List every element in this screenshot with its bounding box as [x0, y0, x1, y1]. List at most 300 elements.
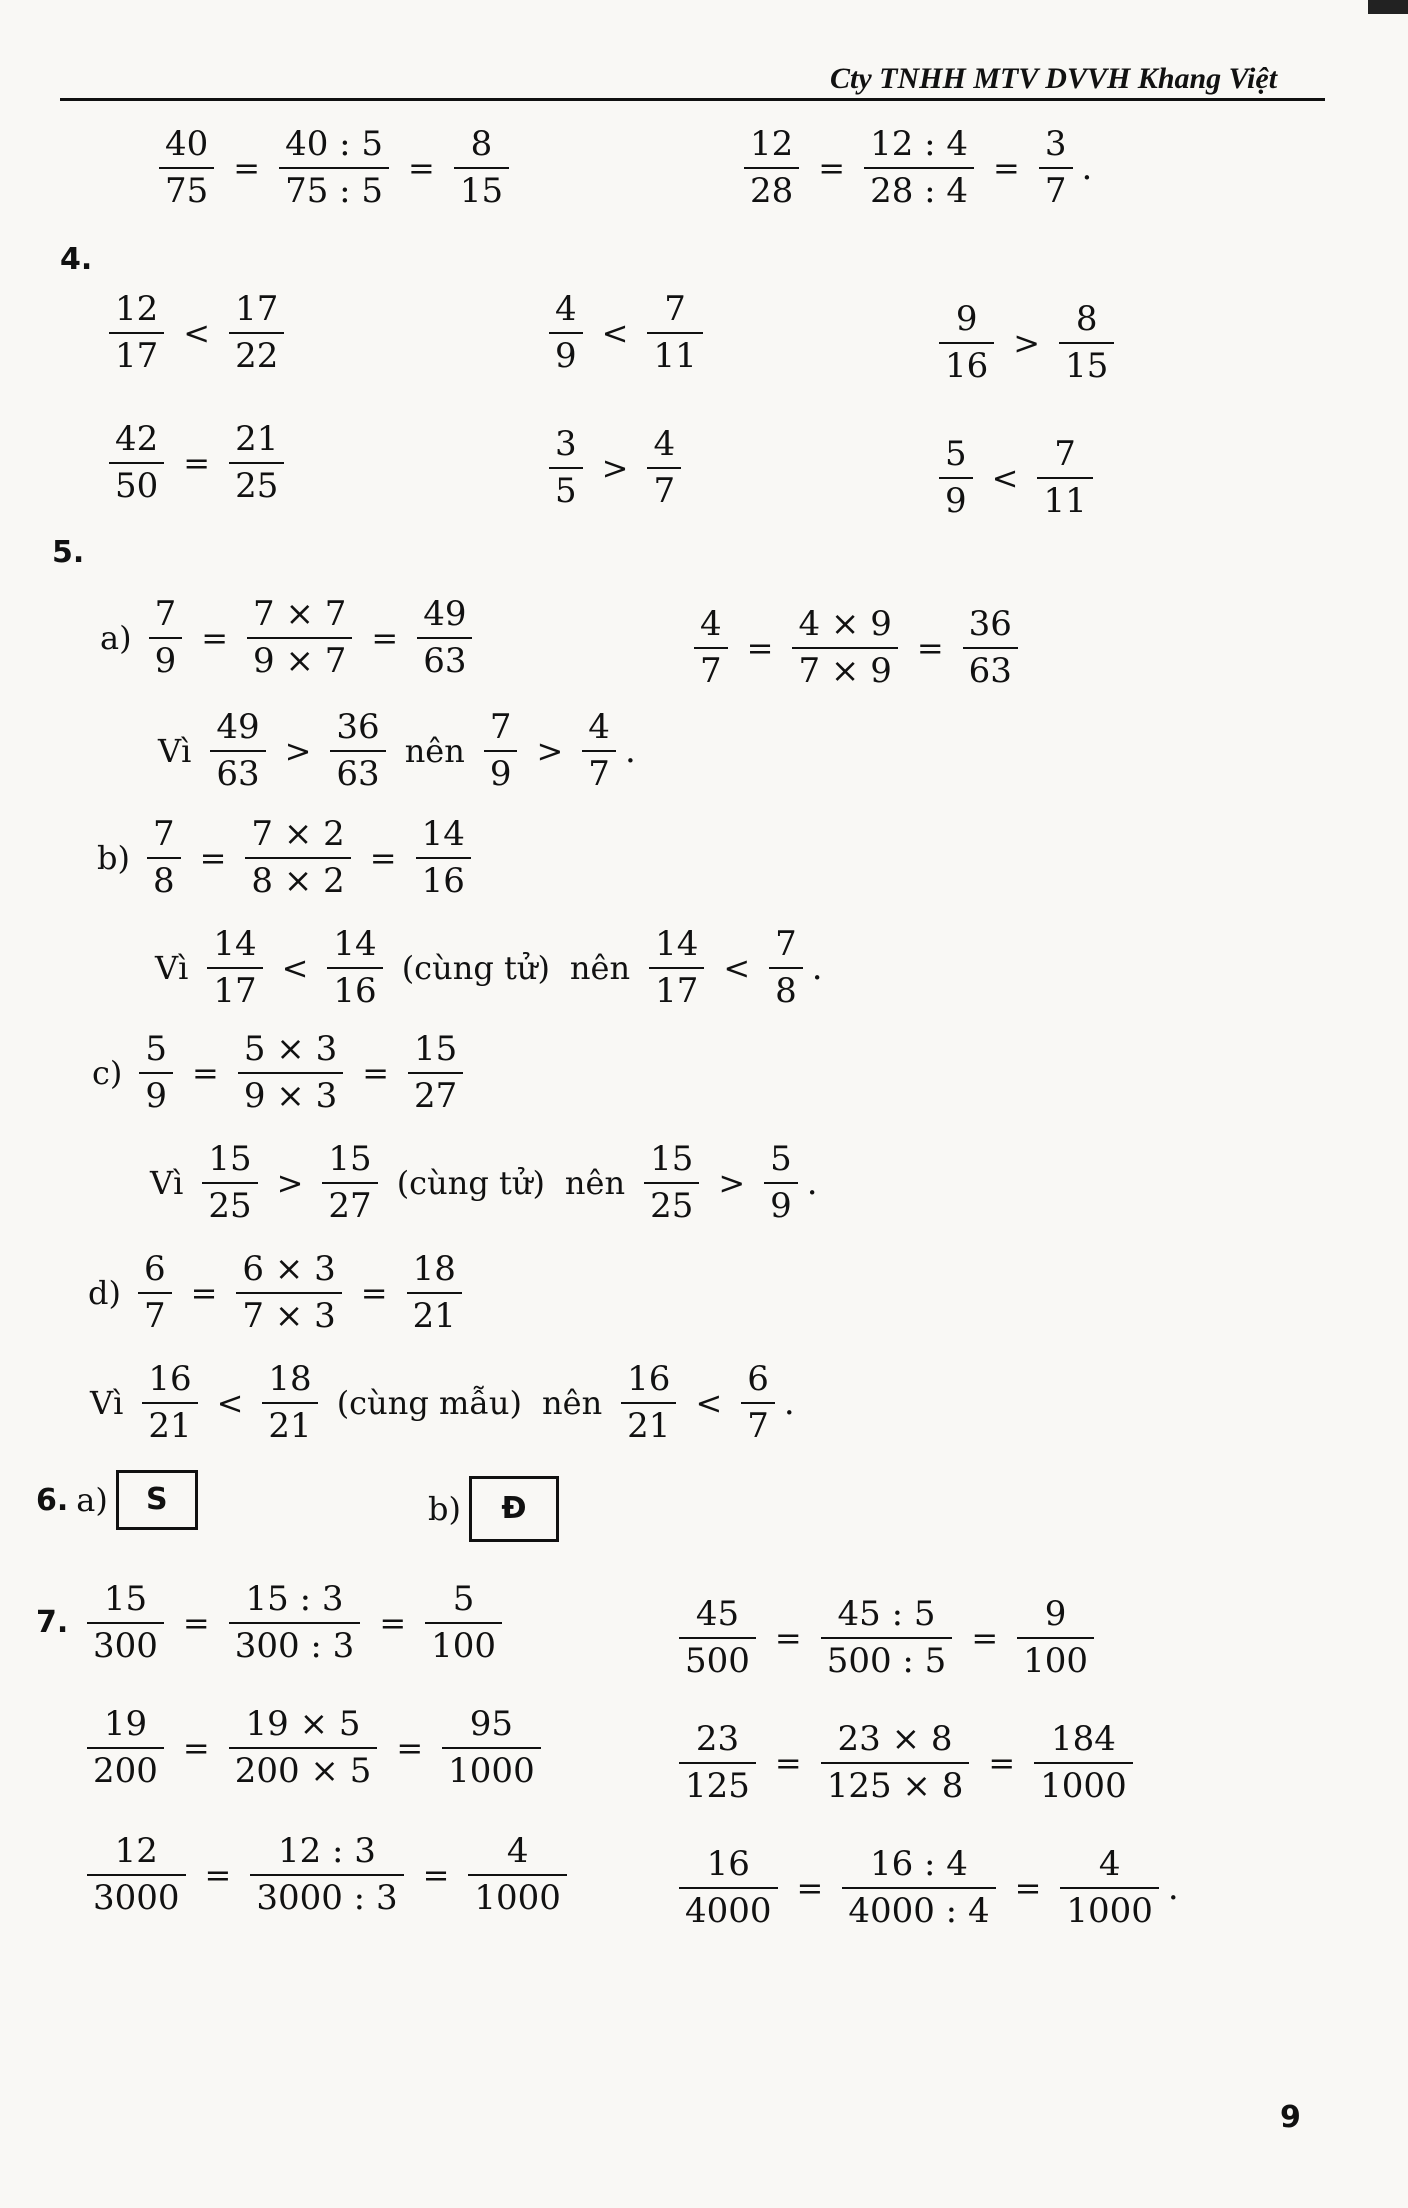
- fraction: [842, 1845, 995, 1931]
- denominator: 16: [945, 346, 989, 387]
- denominator: 25: [650, 1186, 694, 1227]
- fraction-bar: [139, 1072, 173, 1074]
- fraction-bar: [764, 1182, 798, 1184]
- numerator: 19: [103, 1704, 148, 1744]
- denominator: 7: [588, 754, 610, 795]
- fraction: [279, 125, 389, 211]
- fraction: [864, 125, 974, 211]
- header-rule: [60, 98, 1325, 101]
- fraction: [644, 1140, 699, 1226]
- fraction: [210, 708, 265, 794]
- compare-12-17-17-22: [100, 290, 293, 376]
- denominator: 16: [421, 861, 465, 902]
- word-nen: nên: [569, 949, 631, 988]
- fraction-bar: [864, 167, 974, 169]
- numerator: 23 × 8: [837, 1719, 953, 1759]
- denominator: 50: [115, 466, 159, 507]
- fraction-bar: [416, 857, 471, 859]
- denominator: 63: [968, 651, 1012, 692]
- fraction-bar: [1034, 1762, 1133, 1764]
- word-cung-tu: (cùng tử): [401, 949, 550, 988]
- fraction-bar: [647, 467, 681, 469]
- numerator: 4: [588, 707, 610, 747]
- numerator: 15: [650, 1139, 694, 1179]
- fraction-bar: [821, 1762, 970, 1764]
- denominator: 7: [747, 1406, 769, 1447]
- denominator: 21: [412, 1296, 456, 1337]
- denominator: 17: [655, 971, 699, 1012]
- fraction-bar: [229, 1747, 378, 1749]
- denominator: 1000: [1040, 1766, 1127, 1807]
- word-vi: Vì: [90, 1384, 124, 1423]
- less-than-sign: <: [601, 314, 629, 353]
- fraction: [407, 1250, 462, 1336]
- fraction-bar: [149, 637, 183, 639]
- fraction: [159, 125, 214, 211]
- fraction: [247, 595, 352, 681]
- less-than-sign: <: [183, 314, 211, 353]
- section-7-number: 7.: [36, 1605, 69, 1640]
- numerator: 40: [165, 124, 209, 164]
- fraction: [939, 300, 994, 386]
- fraction: [87, 1832, 186, 1918]
- numerator: 16: [148, 1359, 192, 1399]
- numerator: 40 : 5: [285, 124, 384, 164]
- row-simplify-40-75: [150, 125, 518, 211]
- row-5a-expand: [100, 595, 481, 681]
- equals-sign: =: [796, 1869, 824, 1908]
- numerator: 7: [154, 594, 177, 634]
- denominator: 200 × 5: [234, 1751, 372, 1792]
- word-vi: Vì: [155, 949, 189, 988]
- equals-sign: =: [746, 629, 774, 668]
- fraction: [330, 708, 385, 794]
- numerator: 7: [1054, 434, 1076, 474]
- fraction: [484, 708, 518, 794]
- fraction: [327, 925, 382, 1011]
- fraction: [322, 1140, 377, 1226]
- numerator: 6: [747, 1359, 769, 1399]
- numerator: 45 : 5: [837, 1594, 936, 1634]
- denominator: 28 : 4: [870, 171, 969, 212]
- period: .: [783, 1383, 795, 1424]
- equals-sign: =: [379, 1604, 407, 1643]
- denominator: 500 : 5: [826, 1641, 947, 1682]
- fraction-bar: [621, 1402, 676, 1404]
- fraction-bar: [245, 857, 350, 859]
- denominator: 3000 : 3: [256, 1878, 398, 1919]
- fraction: [250, 1832, 403, 1918]
- fraction-bar: [694, 647, 728, 649]
- fraction-bar: [87, 1622, 164, 1624]
- fraction-bar: [147, 857, 181, 859]
- fraction: [442, 1705, 541, 1791]
- numerator: 16: [706, 1844, 750, 1884]
- greater-than-sign: >: [1013, 324, 1041, 363]
- equals-sign: =: [371, 619, 399, 658]
- numerator: 23: [695, 1719, 740, 1759]
- fraction-bar: [549, 332, 583, 334]
- row-7-15-300: [78, 1580, 511, 1666]
- fraction-bar: [138, 1292, 172, 1294]
- fraction: [149, 595, 183, 681]
- fraction: [769, 925, 803, 1011]
- denominator: 63: [336, 754, 380, 795]
- fraction-bar: [842, 1887, 995, 1889]
- section-5-number: 5.: [52, 535, 85, 570]
- denominator: 7 × 3: [242, 1296, 336, 1337]
- fraction: [694, 605, 728, 691]
- fraction-bar: [1059, 342, 1114, 344]
- numerator: 14: [213, 924, 257, 964]
- numerator: 4 × 9: [798, 604, 892, 644]
- denominator: 8: [775, 971, 797, 1012]
- equals-sign: =: [201, 619, 229, 658]
- row-7-12-3000: [78, 1832, 576, 1918]
- equals-sign: =: [408, 149, 435, 188]
- denominator: 27: [328, 1186, 372, 1227]
- numerator: 184: [1050, 1719, 1116, 1759]
- denominator: 4000: [685, 1891, 772, 1932]
- denominator: 1000: [474, 1878, 561, 1919]
- greater-than-sign: >: [718, 1164, 746, 1203]
- numerator: 5 × 3: [243, 1029, 338, 1069]
- fraction: [679, 1845, 778, 1931]
- section-4-number: 4.: [60, 242, 93, 277]
- compare-3-5-4-7: [540, 425, 690, 511]
- numerator: 7: [489, 707, 512, 747]
- denominator: 9: [770, 1186, 792, 1227]
- fraction: [229, 420, 284, 506]
- numerator: 4: [506, 1831, 529, 1871]
- row-7-23-125: [670, 1720, 1142, 1806]
- numerator: 7: [664, 289, 686, 329]
- row-5c-conclusion: [140, 1140, 818, 1226]
- denominator: 25: [208, 1186, 252, 1227]
- denominator: 300 : 3: [234, 1626, 355, 1667]
- denominator: 100: [1023, 1641, 1089, 1682]
- fraction: [1017, 1595, 1094, 1681]
- fraction-bar: [1017, 1637, 1094, 1639]
- fraction-bar: [109, 462, 164, 464]
- fraction: [1034, 1720, 1133, 1806]
- denominator: 22: [235, 336, 279, 377]
- word-nen: nên: [564, 1164, 626, 1203]
- fraction-bar: [963, 647, 1018, 649]
- fraction-bar: [202, 1182, 257, 1184]
- fraction-bar: [327, 967, 382, 969]
- less-than-sign: <: [216, 1384, 244, 1423]
- numerator: 9: [955, 299, 978, 339]
- denominator: 9: [489, 754, 512, 795]
- denominator: 75: [165, 171, 209, 212]
- numerator: 4: [653, 424, 676, 464]
- fraction-bar: [322, 1182, 377, 1184]
- equals-sign: =: [1014, 1869, 1042, 1908]
- less-than-sign: <: [991, 459, 1019, 498]
- fraction: [87, 1580, 164, 1666]
- numerator: 4: [555, 289, 577, 329]
- equals-sign: =: [199, 839, 227, 878]
- fraction: [454, 125, 509, 211]
- denominator: 100: [431, 1626, 497, 1667]
- numerator: 12: [114, 1831, 158, 1871]
- word-vi: Vì: [150, 1164, 184, 1203]
- numerator: 7 × 2: [251, 814, 345, 854]
- fraction-bar: [741, 1402, 775, 1404]
- fraction-bar: [647, 332, 702, 334]
- row-7-45-500: [670, 1595, 1103, 1681]
- denominator: 1000: [1066, 1891, 1153, 1932]
- equals-sign: =: [818, 149, 846, 188]
- row-5a-conclusion: [148, 708, 636, 794]
- word-cung-mau: (cùng mẫu): [336, 1384, 523, 1423]
- numerator: 6 × 3: [242, 1249, 336, 1289]
- denominator: 7: [653, 471, 676, 512]
- fraction: [87, 1705, 164, 1791]
- equals-sign: =: [396, 1729, 424, 1768]
- greater-than-sign: >: [284, 732, 312, 771]
- denominator: 27: [414, 1076, 458, 1117]
- word-nen: nên: [542, 1384, 603, 1423]
- fraction-bar: [744, 167, 799, 169]
- fraction: [821, 1720, 970, 1806]
- answer-box-6b: Đ: [469, 1476, 559, 1542]
- denominator: 15: [459, 171, 504, 212]
- word-cung-tu: (cùng tử): [396, 1164, 545, 1203]
- fraction-bar: [484, 750, 518, 752]
- fraction-bar: [229, 1622, 361, 1624]
- equals-sign: =: [774, 1744, 802, 1783]
- equals-sign: =: [183, 444, 211, 483]
- denominator: 5: [555, 471, 577, 512]
- label-a: a): [100, 619, 132, 658]
- denominator: 63: [216, 754, 260, 795]
- denominator: 3000: [93, 1878, 180, 1919]
- fraction: [549, 290, 583, 376]
- numerator: 5: [945, 434, 967, 474]
- denominator: 9: [145, 1076, 168, 1117]
- fraction-bar: [549, 467, 583, 469]
- equals-sign: =: [993, 149, 1020, 188]
- denominator: 200: [93, 1751, 158, 1792]
- fraction: [109, 290, 164, 376]
- numerator: 12: [115, 289, 159, 329]
- fraction: [1059, 300, 1114, 386]
- fraction-bar: [1039, 167, 1073, 169]
- numerator: 15 : 3: [245, 1579, 344, 1619]
- denominator: 9 × 7: [253, 641, 347, 682]
- greater-than-sign: >: [536, 732, 564, 771]
- equals-sign: =: [422, 1856, 450, 1895]
- fraction-bar: [279, 167, 389, 169]
- denominator: 1000: [448, 1751, 535, 1792]
- fraction: [139, 1030, 173, 1116]
- fraction-bar: [644, 1182, 699, 1184]
- fraction-bar: [330, 750, 385, 752]
- numerator: 5: [770, 1139, 792, 1179]
- fraction: [142, 1360, 197, 1446]
- page-corner-mark: [1368, 0, 1408, 14]
- numerator: 36: [968, 604, 1012, 644]
- fraction: [202, 1140, 257, 1226]
- row-5b-conclusion: [145, 925, 823, 1011]
- fraction: [744, 125, 799, 211]
- denominator: 300: [93, 1626, 158, 1667]
- numerator: 4: [700, 604, 722, 644]
- period: .: [806, 1163, 818, 1204]
- greater-than-sign: >: [601, 449, 629, 488]
- fraction-bar: [679, 1637, 756, 1639]
- denominator: 11: [653, 336, 697, 377]
- denominator: 63: [423, 641, 467, 682]
- numerator: 14: [421, 814, 465, 854]
- compare-42-50-21-25: [100, 420, 293, 506]
- row-5c-expand: [92, 1030, 472, 1116]
- fraction: [229, 1705, 378, 1791]
- fraction-bar: [159, 167, 214, 169]
- numerator: 12 : 4: [870, 124, 969, 164]
- fraction: [1037, 435, 1092, 521]
- denominator: 17: [213, 971, 257, 1012]
- fraction: [425, 1580, 502, 1666]
- fraction-bar: [679, 1762, 756, 1764]
- fraction: [408, 1030, 463, 1116]
- fraction: [582, 708, 616, 794]
- denominator: 9: [555, 336, 577, 377]
- fraction: [649, 925, 704, 1011]
- row-5a-expand-4-7: [685, 605, 1027, 691]
- less-than-sign: <: [695, 1384, 723, 1423]
- fraction-bar: [247, 637, 352, 639]
- row-simplify-12-28: [735, 125, 1092, 211]
- fraction: [1039, 125, 1073, 211]
- denominator: 500: [685, 1641, 750, 1682]
- denominator: 125 × 8: [826, 1766, 964, 1807]
- denominator: 7: [143, 1296, 166, 1337]
- compare-5-9-7-11: [930, 435, 1102, 521]
- denominator: 16: [333, 971, 377, 1012]
- numerator: 49: [216, 707, 260, 747]
- answer-box-6a: S: [116, 1470, 198, 1530]
- denominator: 28: [750, 171, 794, 212]
- fraction-bar: [939, 342, 994, 344]
- equals-sign: =: [182, 1604, 210, 1643]
- numerator: 7 × 7: [253, 594, 347, 634]
- numerator: 16: [627, 1359, 671, 1399]
- fraction: [939, 435, 973, 521]
- numerator: 14: [333, 924, 377, 964]
- fraction: [147, 815, 181, 901]
- numerator: 3: [1044, 124, 1067, 164]
- fraction-bar: [229, 462, 284, 464]
- fraction-bar: [769, 967, 803, 969]
- fraction: [245, 815, 350, 901]
- numerator: 8: [1075, 299, 1098, 339]
- numerator: 49: [423, 594, 467, 634]
- fraction: [963, 605, 1018, 691]
- equals-sign: =: [774, 1619, 802, 1658]
- label-b: b): [97, 839, 130, 878]
- fraction: [229, 1580, 361, 1666]
- fraction-bar: [417, 637, 472, 639]
- section-6-row-a: [36, 1470, 198, 1530]
- fraction-bar: [109, 332, 164, 334]
- numerator: 5: [145, 1029, 168, 1069]
- word-vi: Vì: [158, 732, 192, 771]
- fraction: [821, 1595, 953, 1681]
- fraction: [416, 815, 471, 901]
- numerator: 15: [414, 1029, 458, 1069]
- less-than-sign: <: [281, 949, 309, 988]
- fraction: [792, 605, 897, 691]
- row-7-16-4000: [670, 1845, 1179, 1931]
- denominator: 8: [152, 861, 175, 902]
- numerator: 14: [655, 924, 699, 964]
- fraction: [238, 1030, 343, 1116]
- fraction-bar: [792, 647, 897, 649]
- numerator: 15: [103, 1579, 148, 1619]
- denominator: 9: [945, 481, 967, 522]
- fraction: [236, 1250, 341, 1336]
- equals-sign: =: [192, 1054, 219, 1093]
- section-6-number: 6.: [36, 1482, 69, 1518]
- denominator: 7: [700, 651, 722, 692]
- denominator: 21: [268, 1406, 312, 1447]
- fraction: [229, 290, 284, 376]
- numerator: 8: [470, 124, 493, 164]
- fraction: [262, 1360, 317, 1446]
- row-7-19-200: [78, 1705, 550, 1791]
- denominator: 15: [1065, 346, 1109, 387]
- denominator: 75 : 5: [285, 171, 384, 212]
- numerator: 9: [1044, 1594, 1067, 1634]
- fraction: [679, 1595, 756, 1681]
- fraction-bar: [407, 1292, 462, 1294]
- numerator: 5: [452, 1579, 475, 1619]
- numerator: 36: [336, 707, 380, 747]
- denominator: 25: [235, 466, 279, 507]
- fraction-bar: [649, 967, 704, 969]
- fraction-bar: [238, 1072, 343, 1074]
- equals-sign: =: [916, 629, 944, 668]
- fraction: [207, 925, 262, 1011]
- fraction-bar: [1060, 1887, 1159, 1889]
- denominator: 125: [685, 1766, 750, 1807]
- denominator: 9: [154, 641, 177, 682]
- denominator: 8 × 2: [251, 861, 345, 902]
- equals-sign: =: [233, 149, 261, 188]
- numerator: 18: [412, 1249, 456, 1289]
- fraction: [741, 1360, 775, 1446]
- fraction: [109, 420, 164, 506]
- numerator: 6: [143, 1249, 166, 1289]
- period: .: [624, 731, 636, 772]
- fraction: [549, 425, 583, 511]
- fraction-bar: [210, 750, 265, 752]
- fraction-bar: [236, 1292, 341, 1294]
- denominator: 4000 : 4: [848, 1891, 990, 1932]
- compare-4-9-7-11: [540, 290, 712, 376]
- numerator: 15: [208, 1139, 252, 1179]
- fraction: [417, 595, 472, 681]
- denominator: 9 × 3: [243, 1076, 338, 1117]
- fraction-bar: [442, 1747, 541, 1749]
- numerator: 42: [115, 419, 159, 459]
- numerator: 7: [152, 814, 175, 854]
- denominator: 11: [1043, 481, 1087, 522]
- compare-9-16-8-15: [930, 300, 1123, 386]
